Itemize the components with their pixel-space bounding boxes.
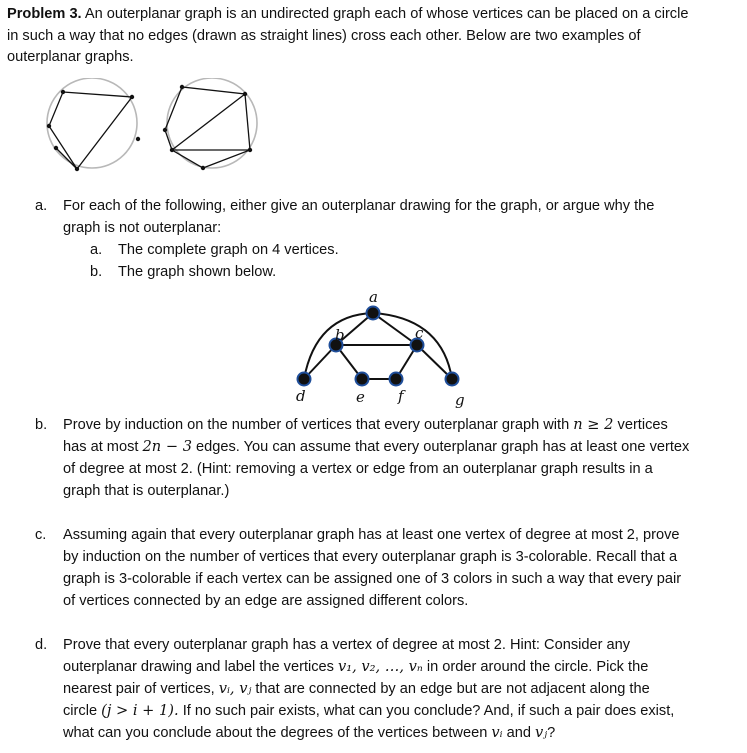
example-1-edges bbox=[49, 92, 132, 169]
part-b-marker: b. bbox=[35, 417, 48, 433]
part-a-marker: a. bbox=[35, 198, 48, 214]
problem-heading: Problem 3. bbox=[7, 6, 82, 22]
graph-figure bbox=[280, 285, 480, 410]
part-a-text: For each of the following, either give an outerplanar drawing for the graph, or argue why the graph is not outerplanar: bbox=[63, 198, 655, 236]
example-2-vertex bbox=[201, 166, 205, 170]
label-f: f bbox=[398, 387, 404, 405]
example-1-vertex bbox=[130, 95, 134, 99]
example-2-vertex bbox=[180, 85, 184, 89]
math-n-ge-2: n ≥ 2 bbox=[573, 416, 614, 433]
intro-line-2: in such a way that no edges (drawn as straight lines) cross each other. Below are two examples of bbox=[7, 27, 641, 44]
math-2n-3: 2n − 3 bbox=[142, 438, 192, 455]
graph-edges bbox=[304, 313, 452, 379]
edge-a-c bbox=[373, 313, 417, 345]
example-1-edge bbox=[56, 148, 77, 169]
example-graph-2 bbox=[163, 78, 257, 170]
part-a-sub-b-text: The graph shown below. bbox=[118, 264, 277, 280]
part-a-sub-a-marker: a. bbox=[90, 242, 103, 258]
part-c-text: Assuming again that every outerplanar graph has at least one vertex of degree at most 2, prove by induction on the number of vertices that every outerplanar graph is 3-colorable. Recall that a graph is 3-colorable if each vertex can be assigned one of 3 colors in such a way that every pair of vertices connected by an edge are assigned different colors. bbox=[63, 527, 682, 609]
example-1-vertex bbox=[75, 167, 79, 171]
label-a: a bbox=[369, 288, 378, 306]
intro-line-1: Problem 3. An outerplanar graph is an undirected graph each of whose vertices can be placed on a circle bbox=[7, 6, 689, 22]
label-b: b bbox=[335, 326, 345, 344]
example-graph-1 bbox=[47, 78, 140, 171]
part-b-text: Prove by induction on the number of vertices that every outerplanar graph with n ≥ 2 vertices has at most 2n − 3 edges. You can assume that every outerplanar graph has at least one vertex of degree at most 2. (Hint: removing a vertex or edge from an outerplanar graph results in a graph that is outerplanar.) bbox=[63, 416, 690, 499]
intro-line-3: outerplanar graphs. bbox=[7, 49, 134, 66]
example-2-edge bbox=[172, 94, 245, 150]
vertex-f bbox=[390, 373, 403, 386]
math-vi: vᵢ bbox=[491, 724, 503, 741]
part-a-sub-a-text: The complete graph on 4 vertices. bbox=[118, 242, 339, 258]
label-c: c bbox=[415, 324, 424, 342]
part-d-text: Prove that every outerplanar graph has a vertex of degree at most 2. Hint: Consider any outerplanar drawing and label the vertices v₁, v₂, …, vₙ in order around the circle. Pick the nearest pair of vertices, vᵢ, vⱼ that are connected by an edge but are not adjacent along the circle (j > i + 1). If no such pair exists, what can you conclude? And, if such a pair does exist, what can you conclude about the degrees of the vertices between vᵢ and vⱼ? bbox=[63, 637, 675, 741]
label-g: g bbox=[455, 391, 465, 409]
vertex-a bbox=[367, 307, 380, 320]
example-1-vertex bbox=[47, 124, 51, 128]
vertex-d bbox=[298, 373, 311, 386]
vertex-g bbox=[446, 373, 459, 386]
problem-intro bbox=[7, 4, 742, 69]
math-j-gt-i-plus-1: (j > i + 1). bbox=[101, 702, 179, 719]
example-graphs-figure bbox=[40, 78, 270, 178]
part-c-marker: c. bbox=[35, 527, 47, 543]
label-e: e bbox=[356, 388, 365, 406]
label-d: d bbox=[296, 387, 306, 405]
math-vi-vj: vᵢ, vⱼ bbox=[218, 680, 252, 697]
example-1-vertex bbox=[54, 146, 58, 150]
math-v-sequence: v₁, v₂, …, vₙ bbox=[338, 658, 423, 675]
part-d-marker: d. bbox=[35, 637, 48, 653]
example-2-vertex bbox=[243, 92, 247, 96]
example-2-vertex bbox=[248, 148, 252, 152]
part-a-sub-b-marker: b. bbox=[90, 264, 103, 280]
example-2-vertex bbox=[163, 128, 167, 132]
example-2-vertex bbox=[170, 148, 174, 152]
vertex-e bbox=[356, 373, 369, 386]
example-1-circle bbox=[47, 78, 137, 168]
math-vj: vⱼ bbox=[535, 724, 548, 741]
example-1-vertex bbox=[136, 137, 140, 141]
example-1-vertex bbox=[61, 90, 65, 94]
